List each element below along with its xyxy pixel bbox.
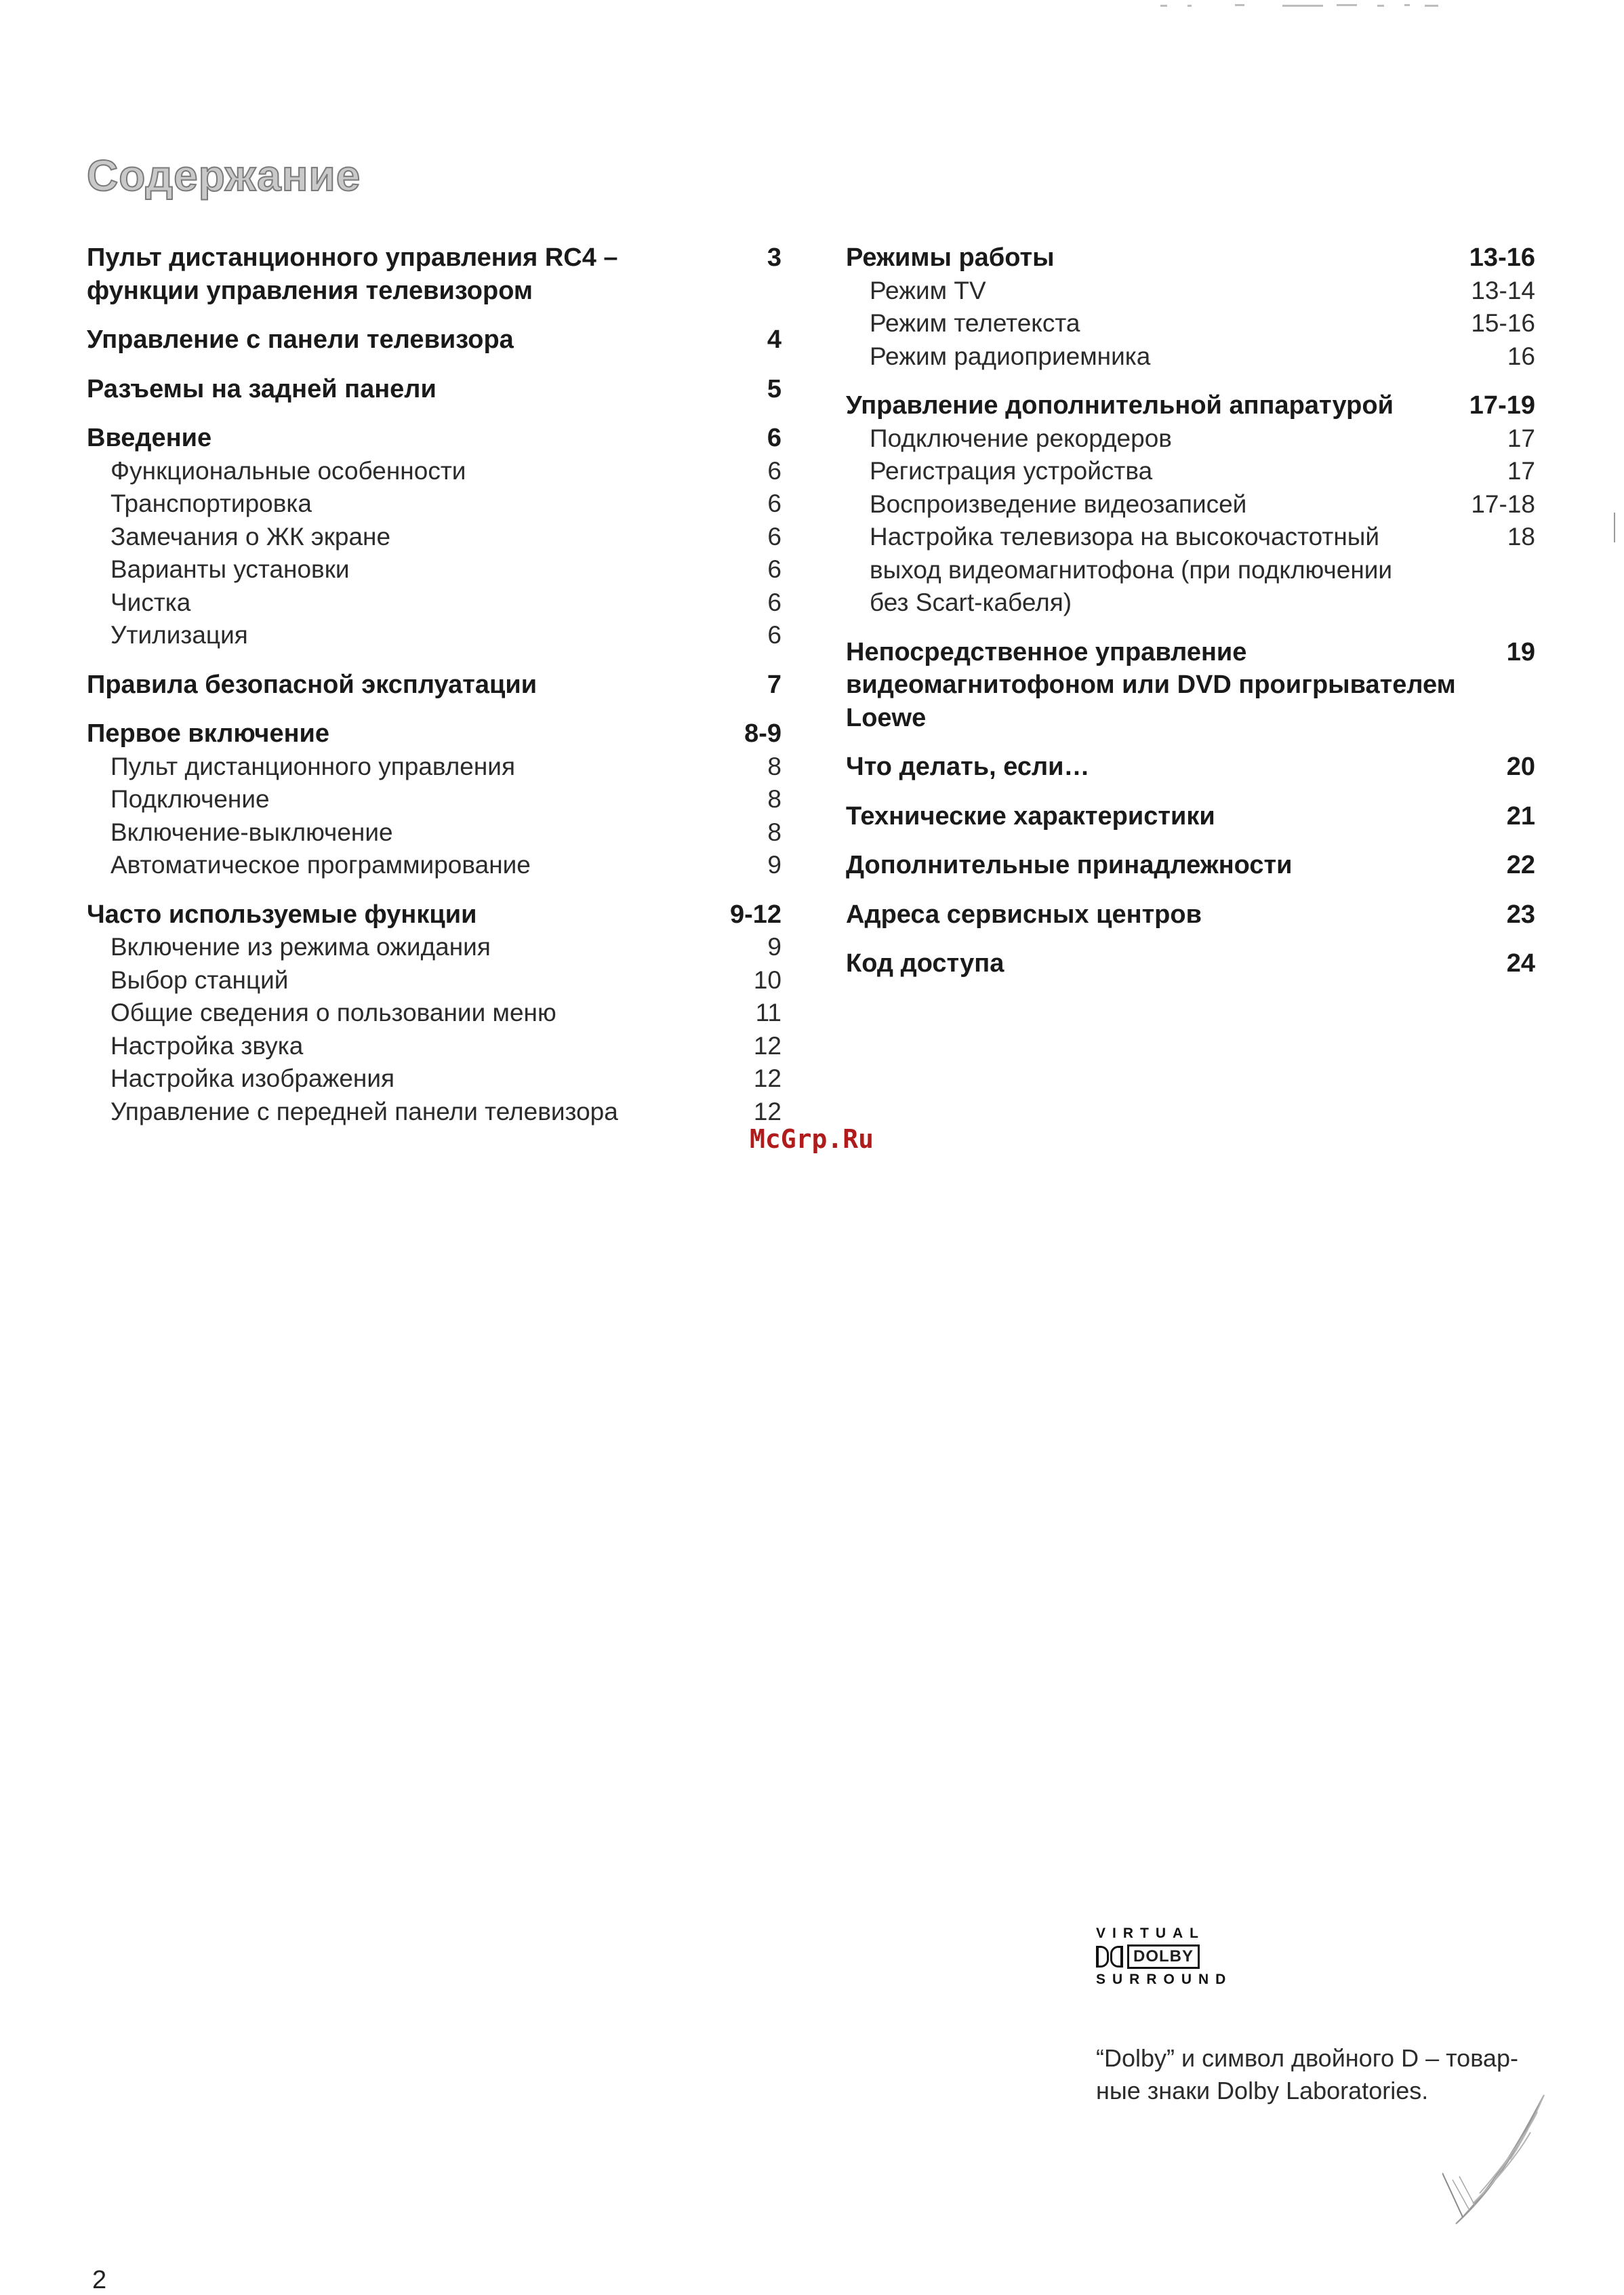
toc-subitem-label: Настройка телевизора на высокочастотный выход видеомагнитофона (при подключении без Scart-кабеля) <box>870 523 1393 616</box>
toc-subitem-page: 11 <box>755 999 781 1026</box>
toc-subitem-page: 12 <box>753 1031 781 1060</box>
toc-subitem-label: Режим телетекста <box>870 309 1080 337</box>
toc-subitem-page: 6 <box>767 621 781 649</box>
toc-heading-label: Введение <box>87 424 212 452</box>
toc-heading-page: 20 <box>1506 753 1535 781</box>
dolby-logo-bottom: SURROUND <box>1096 1972 1233 1987</box>
toc-subitem <box>87 455 781 488</box>
toc-section <box>87 323 781 357</box>
toc-subitem-label: Режим TV <box>870 276 986 304</box>
toc-subitem <box>87 1030 781 1063</box>
toc-subitem-label: Функциональные особенности <box>110 456 466 485</box>
toc-subitem-label: Настройка изображения <box>110 1064 395 1092</box>
toc-subitem-label: Управление с передней панели телевизора <box>110 1097 618 1125</box>
toc-subitem-page: 8 <box>767 752 781 780</box>
toc-heading <box>846 947 1535 980</box>
toc-heading <box>87 323 781 357</box>
toc-subitem-page: 12 <box>753 1064 781 1092</box>
toc-heading-label: Непосредственное управление видеомагнитофоном или DVD проигрывателем Loewe <box>846 637 1456 732</box>
toc-subitem <box>846 488 1535 521</box>
toc-subitem-label: Варианты установки <box>110 555 350 583</box>
toc-heading-label: Код доступа <box>846 949 1004 978</box>
toc-heading-label: Первое включение <box>87 719 330 748</box>
toc-heading-page: 3 <box>767 243 781 272</box>
toc-subitem-page: 18 <box>1507 523 1535 551</box>
toc-subitem-page: 12 <box>753 1097 781 1125</box>
dolby-trademark-note: “Dolby” и символ двойного D – товар- ные знаки Dolby Laboratories. <box>1096 2044 1518 2104</box>
toc-subitem-label: Подключение <box>110 785 270 813</box>
double-d-icon <box>1096 1946 1123 1968</box>
toc-subitem-page: 8 <box>767 818 781 846</box>
toc-heading <box>87 668 781 702</box>
toc-heading <box>846 636 1535 735</box>
toc-subitem-page: 6 <box>767 490 781 517</box>
toc-subitem-page: 17 <box>1507 424 1535 452</box>
toc-subitem <box>87 816 781 850</box>
toc-subitem-label: Включение из режима ожидания <box>110 933 491 961</box>
toc-subitem-label: Пульт дистанционного управления <box>110 752 516 780</box>
toc-heading-page: 24 <box>1506 949 1535 978</box>
toc-subitem <box>87 586 781 620</box>
toc-section <box>846 389 1535 620</box>
toc-heading <box>87 898 781 932</box>
toc-subitem <box>87 849 781 882</box>
toc-subitem <box>87 964 781 997</box>
toc-section <box>846 849 1535 882</box>
toc-heading <box>846 898 1535 932</box>
toc-subitem <box>846 521 1535 620</box>
toc-heading <box>87 241 781 307</box>
dolby-logo-box: DOLBY <box>1127 1944 1200 1969</box>
toc-heading-page: 7 <box>767 670 781 699</box>
toc-heading-page: 4 <box>767 325 781 354</box>
toc-subitem-page: 8 <box>767 785 781 813</box>
toc-heading-page: 19 <box>1506 637 1535 666</box>
toc-heading-label: Адреса сервисных центров <box>846 900 1202 929</box>
toc-subitem-page: 10 <box>753 965 781 994</box>
toc-heading <box>87 717 781 751</box>
toc-section <box>846 947 1535 980</box>
toc-heading-label: Часто используемые функции <box>87 900 477 929</box>
toc-heading-label: Пульт дистанционного управления RC4 – функции управления телевизором <box>87 243 618 305</box>
toc-heading-label: Что делать, если… <box>846 753 1090 781</box>
toc-subitem <box>87 783 781 816</box>
page-title: Содержание <box>87 151 361 200</box>
scan-edge-mark <box>1613 513 1616 542</box>
toc-subitem-page: 13-14 <box>1471 276 1535 304</box>
toc-left-column <box>87 241 781 1144</box>
toc-subitem-page: 15-16 <box>1471 309 1535 337</box>
dolby-logo <box>1096 1925 1233 1988</box>
toc-subitem-page: 17 <box>1507 457 1535 485</box>
toc-section <box>87 422 781 652</box>
toc-section <box>846 800 1535 833</box>
toc-section <box>87 241 781 307</box>
page-curl-icon <box>1442 2092 1551 2227</box>
toc-heading <box>846 241 1535 275</box>
toc-subitem-label: Транспортировка <box>110 490 312 517</box>
toc-subitem-page: 9 <box>767 933 781 961</box>
toc-heading-page: 5 <box>767 374 781 403</box>
toc-subitem <box>846 340 1535 374</box>
toc-subitem-page: 17-18 <box>1471 490 1535 518</box>
toc-subitem-page: 6 <box>767 555 781 583</box>
toc-subitem-page: 6 <box>767 522 781 551</box>
toc-heading-page: 22 <box>1506 851 1535 879</box>
toc-subitem <box>87 553 781 586</box>
toc-section <box>846 898 1535 932</box>
toc-subitem-label: Замечания о ЖК экране <box>110 522 391 551</box>
toc-subitem-label: Настройка звука <box>110 1031 304 1060</box>
toc-heading-label: Правила безопасной эксплуатации <box>87 670 537 699</box>
toc-subitem-label: Включение-выключение <box>110 818 393 846</box>
toc-subitem <box>846 275 1535 308</box>
toc-heading-page: 6 <box>767 424 781 452</box>
toc-subitem <box>87 521 781 554</box>
toc-heading <box>846 389 1535 422</box>
toc-subitem <box>87 751 781 784</box>
toc-subitem <box>87 931 781 964</box>
toc-heading <box>846 751 1535 784</box>
toc-heading-page: 23 <box>1506 900 1535 929</box>
toc-section <box>87 668 781 702</box>
toc-subitem-label: Регистрация устройства <box>870 457 1153 485</box>
toc-heading <box>846 800 1535 833</box>
toc-section <box>846 636 1535 735</box>
toc-subitem-page: 16 <box>1507 342 1535 370</box>
toc-subitem-label: Выбор станций <box>110 965 289 994</box>
toc-subitem <box>846 422 1535 456</box>
toc-subitem <box>846 455 1535 488</box>
toc-heading-page: 8-9 <box>744 719 781 748</box>
toc-heading-page: 13-16 <box>1469 243 1535 272</box>
toc-subitem-label: Подключение рекордеров <box>870 424 1172 452</box>
toc-subitem-page: 6 <box>767 456 781 485</box>
toc-heading <box>846 849 1535 882</box>
toc-heading-page: 21 <box>1506 801 1535 831</box>
toc-subitem <box>87 487 781 521</box>
toc-subitem <box>87 619 781 652</box>
toc-heading-label: Дополнительные принадлежности <box>846 851 1293 879</box>
toc-section <box>846 751 1535 784</box>
page-number: 2 <box>92 2266 107 2294</box>
toc-subitem <box>87 1096 781 1129</box>
toc-subitem-label: Воспроизведение видеозаписей <box>870 490 1247 518</box>
toc-subitem <box>87 997 781 1030</box>
toc-heading-label: Управление дополнительной аппаратурой <box>846 391 1394 420</box>
toc-heading-label: Разъемы на задней панели <box>87 374 437 403</box>
toc-subitem-page: 6 <box>767 588 781 616</box>
watermark-text: McGrp.Ru <box>750 1124 874 1154</box>
dolby-logo-top: VIRTUAL <box>1096 1925 1205 1941</box>
toc-heading-label: Управление с панели телевизора <box>87 325 514 354</box>
toc-section <box>87 373 781 406</box>
toc-subitem-page: 9 <box>767 851 781 879</box>
toc-right-column <box>846 241 1535 997</box>
toc-heading-label: Технические характеристики <box>846 801 1215 831</box>
toc-subitem-label: Режим радиоприемника <box>870 342 1151 370</box>
toc-heading-page: 17-19 <box>1469 391 1535 420</box>
toc-subitem-label: Общие сведения о пользовании меню <box>110 999 556 1026</box>
toc-subitem-label: Чистка <box>110 588 191 616</box>
toc-section <box>87 898 781 1129</box>
toc-heading <box>87 422 781 455</box>
scan-artifact <box>1160 3 1445 9</box>
toc-heading-label: Режимы работы <box>846 243 1055 272</box>
toc-subitem <box>87 1062 781 1096</box>
toc-subitem-label: Автоматическое программирование <box>110 851 531 879</box>
toc-heading-page: 9-12 <box>729 900 781 929</box>
toc-subitem-label: Утилизация <box>110 621 248 649</box>
toc-heading <box>87 373 781 406</box>
toc-subitem <box>846 307 1535 340</box>
toc-section <box>846 241 1535 373</box>
toc-section <box>87 717 781 882</box>
